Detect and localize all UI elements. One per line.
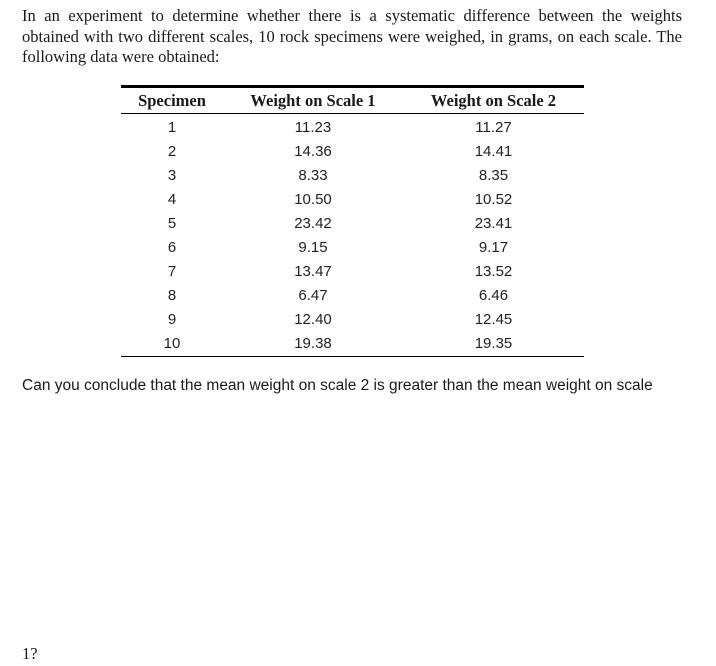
scale-2-cell: 13.52 xyxy=(474,263,513,281)
specimen-cell: 1 xyxy=(167,118,177,136)
table-row xyxy=(121,163,584,187)
specimen-cell: 9 xyxy=(167,311,177,329)
question-text: Can you conclude that the mean weight on scale 2 is greater than the mean weight on scale xyxy=(22,377,653,394)
scale-2-cell: 6.46 xyxy=(478,287,509,305)
intro-paragraph: In an experiment to determine whether there is a systematic difference between the weights obtained with two different scales, 10 rock specimens were weighed, in grams, on each scale. The following data were obtained: xyxy=(22,6,682,66)
specimen-cell: 7 xyxy=(167,263,177,281)
scale-2-cell: 19.35 xyxy=(474,335,513,353)
scale-1-cell: 11.23 xyxy=(294,118,332,136)
scale-2-cell: 8.35 xyxy=(478,166,509,184)
scale-2-cell: 23.41 xyxy=(474,214,513,232)
table-row xyxy=(121,332,584,357)
weights-table xyxy=(121,85,584,357)
header-specimen: Specimen xyxy=(121,87,223,114)
scale-2-cell: 10.52 xyxy=(474,190,513,208)
scale-2-cell: 14.41 xyxy=(474,142,513,160)
scale-1-cell: 10.50 xyxy=(294,190,332,208)
scale-1-cell: 8.33 xyxy=(298,166,328,184)
scale-2-cell: 12.45 xyxy=(474,311,513,329)
header-scale-1: Weight on Scale 1 xyxy=(223,87,403,114)
scale-1-cell: 14.36 xyxy=(294,142,332,160)
table-row xyxy=(121,211,584,235)
scale-1-cell: 12.40 xyxy=(294,311,332,329)
table-row xyxy=(121,139,584,163)
table-row xyxy=(121,187,584,211)
specimen-cell: 4 xyxy=(167,190,177,208)
question-continuation: 1? xyxy=(22,644,38,663)
specimen-cell: 6 xyxy=(167,239,177,257)
table-header-row xyxy=(121,87,584,114)
scale-1-cell: 23.42 xyxy=(294,214,332,232)
table-row xyxy=(121,260,584,284)
specimen-cell: 5 xyxy=(167,214,177,232)
scale-2-cell: 11.27 xyxy=(475,118,512,136)
scale-1-cell: 19.38 xyxy=(294,335,332,353)
specimen-cell: 10 xyxy=(163,335,181,353)
specimen-cell: 3 xyxy=(167,166,177,184)
header-scale-2: Weight on Scale 2 xyxy=(403,87,584,114)
table-row xyxy=(121,235,584,259)
table-row xyxy=(121,284,584,308)
specimen-cell: 8 xyxy=(167,287,177,305)
table-row xyxy=(121,308,584,332)
scale-1-cell: 6.47 xyxy=(298,287,328,305)
scale-1-cell: 9.15 xyxy=(298,239,328,257)
scale-1-cell: 13.47 xyxy=(294,263,332,281)
specimen-cell: 2 xyxy=(167,142,177,160)
scale-2-cell: 9.17 xyxy=(478,239,509,257)
table-row xyxy=(121,114,584,140)
